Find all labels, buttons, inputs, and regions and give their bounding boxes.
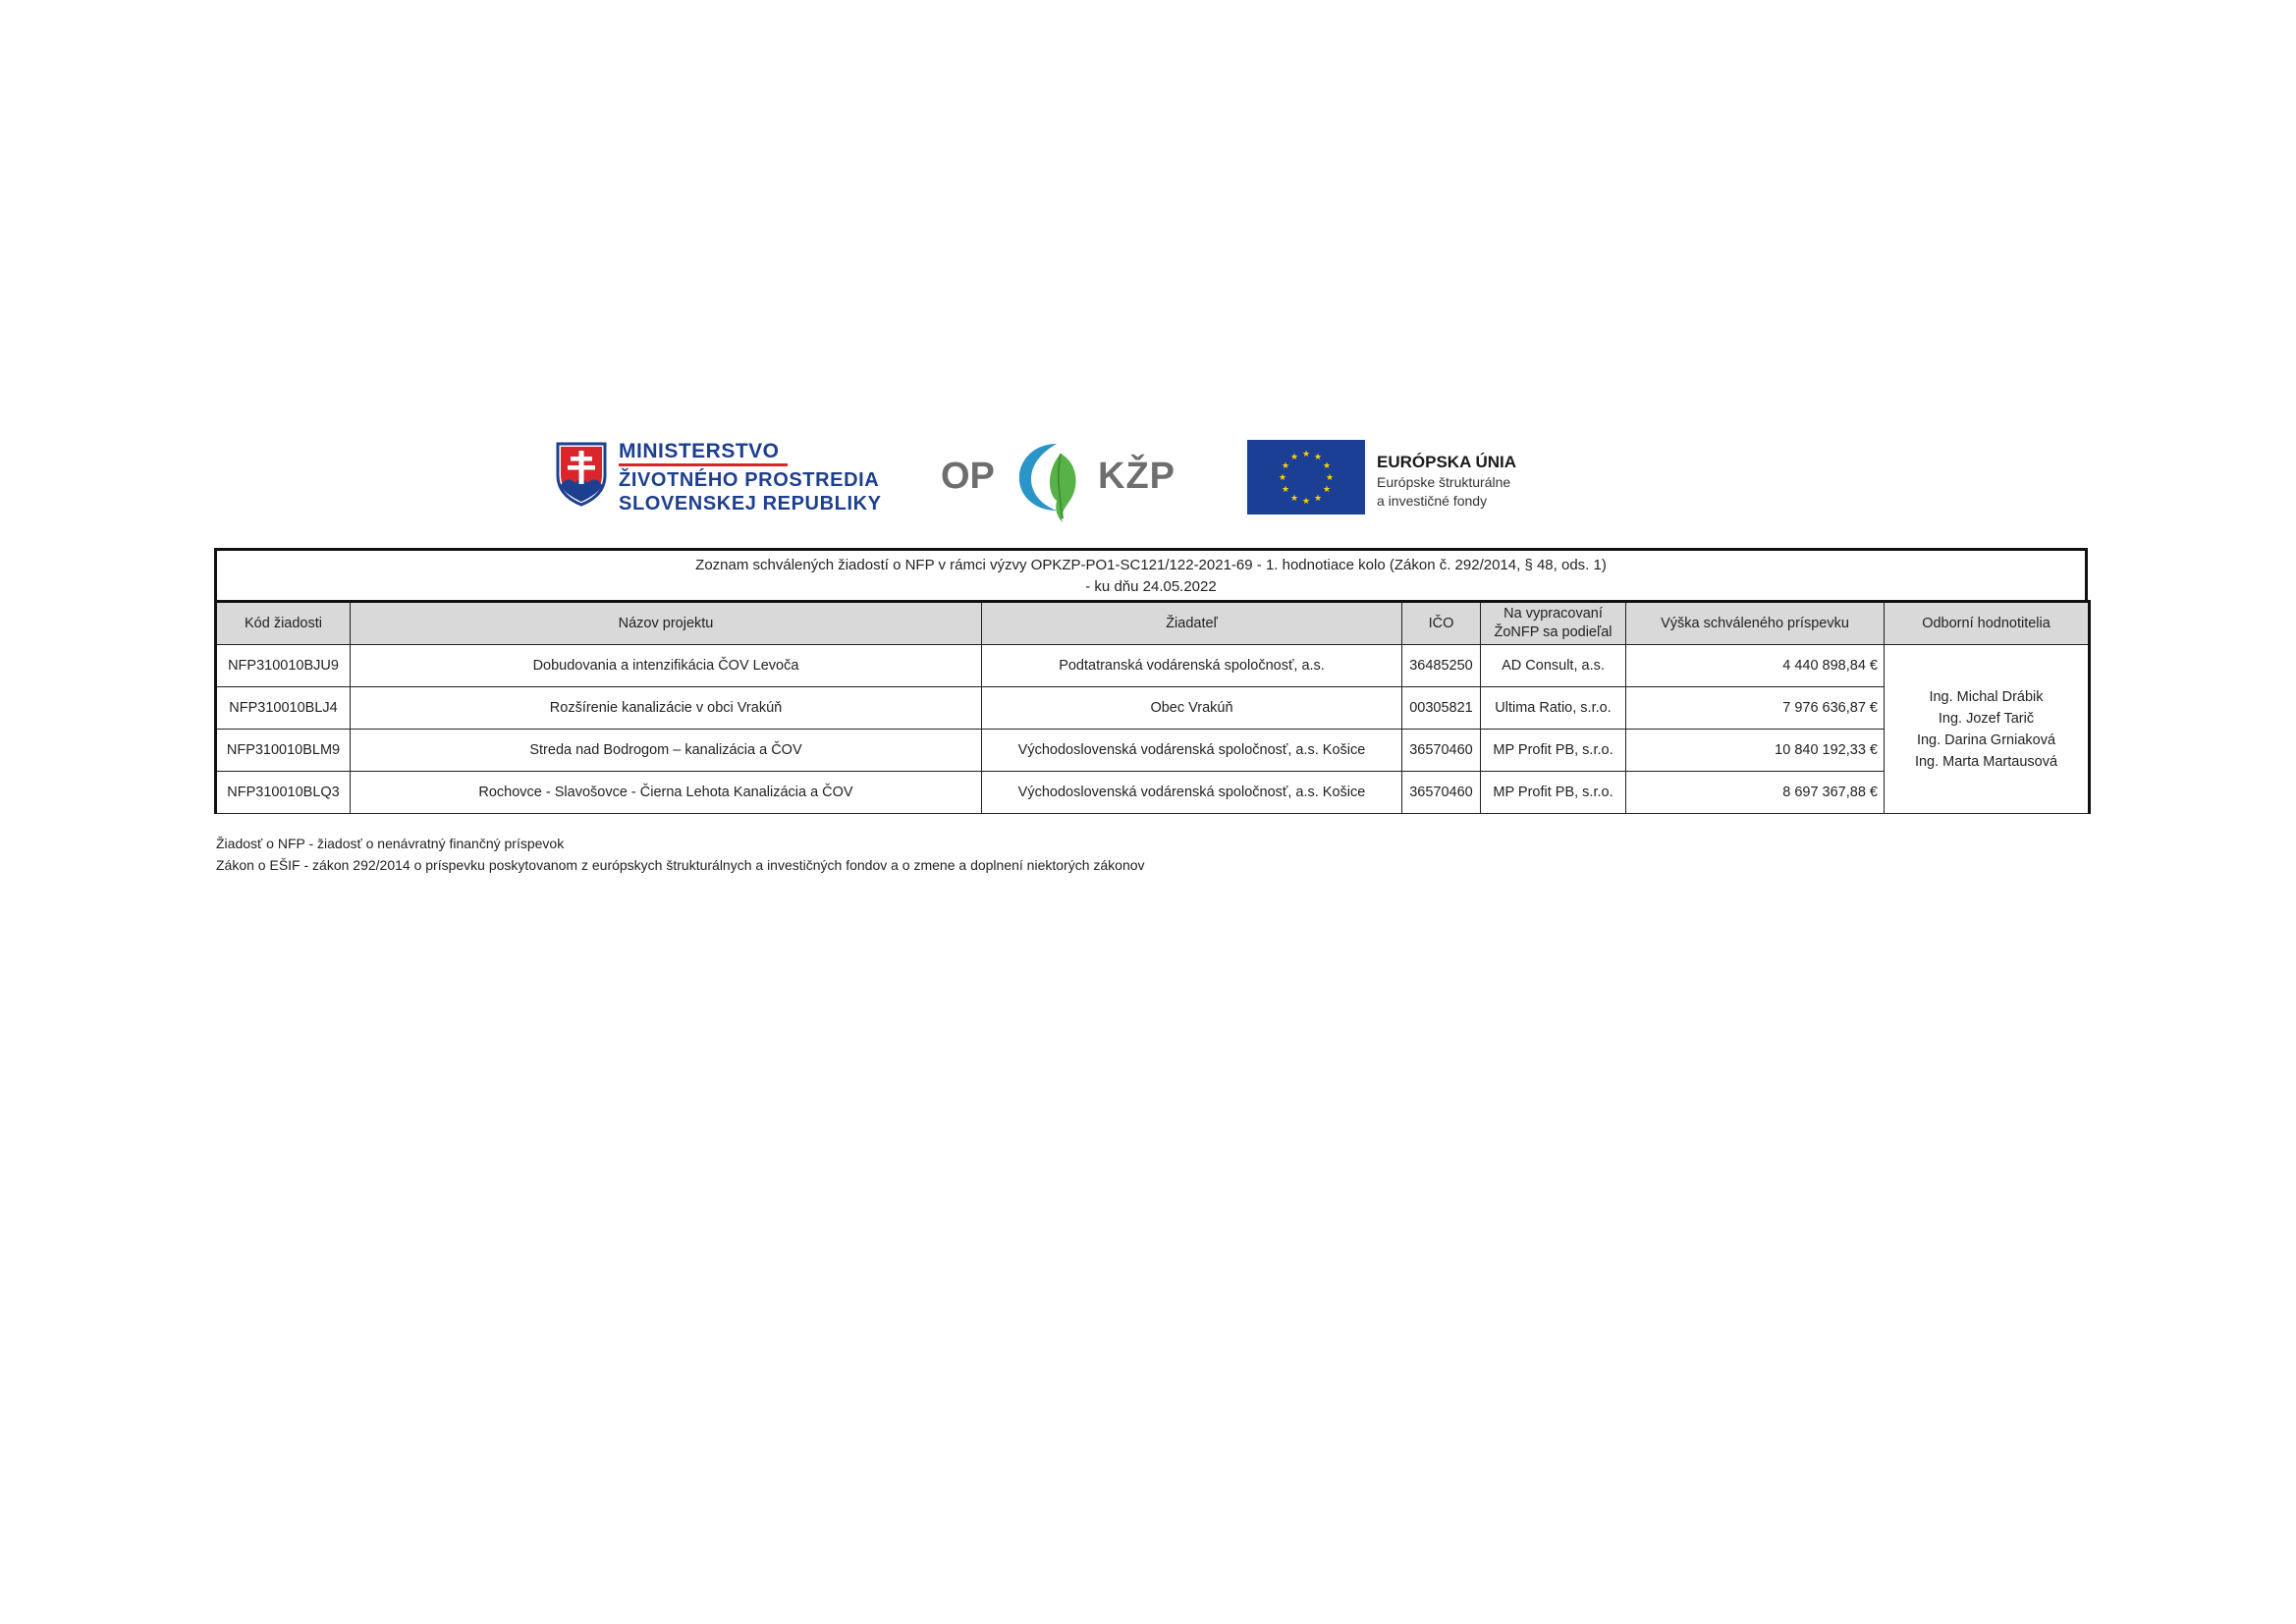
svg-text:★: ★ [1289, 494, 1299, 504]
table-title [214, 548, 2088, 600]
eu-logo [1247, 440, 1542, 518]
evaluator-4: Ing. Marta Martausová [1914, 753, 2058, 770]
opkzp-logo-kzp: KŽP [1098, 456, 1175, 497]
eu-logo-line3: a investičné fondy [1377, 493, 1488, 509]
header-code: Kód žiadosti [216, 602, 351, 645]
svg-text:★: ★ [1313, 494, 1323, 504]
svg-text:★: ★ [1325, 473, 1335, 483]
header-project: Názov projektu [351, 602, 982, 645]
cell-amount: 8 697 367,88 € [1626, 772, 1885, 814]
cell-prepared-by: MP Profit PB, s.r.o. [1481, 730, 1626, 772]
cell-prepared-by: MP Profit PB, s.r.o. [1481, 772, 1626, 814]
cell-amount: 7 976 636,87 € [1626, 687, 1885, 730]
data-table [214, 600, 2091, 814]
cell-ico: 36570460 [1402, 730, 1481, 772]
slovak-coat-of-arms-icon [556, 442, 607, 507]
evaluator-2: Ing. Jozef Tarič [1938, 710, 2035, 727]
cell-code: NFP310010BLQ3 [216, 772, 351, 814]
header-amount: Výška schváleného príspevku [1626, 602, 1885, 645]
header-prepared-by-line2: ŽoNFP sa podieľal [1494, 624, 1613, 640]
header-evaluators: Odborní hodnotitelia [1885, 602, 2090, 645]
cell-amount: 4 440 898,84 € [1626, 645, 1885, 687]
svg-text:★: ★ [1322, 461, 1332, 471]
cell-project: Streda nad Bodrogom – kanalizácia a ČOV [351, 730, 982, 772]
table-title-line2: - ku dňu 24.05.2022 [1085, 578, 1217, 595]
header-prepared-by [1481, 602, 1626, 645]
table-title-line1: Zoznam schválených žiadostí o NFP v rámci výzvy OPKZP-PO1-SC121/122-2021-69 - 1. hodnotiace kolo (Zákon č. 292/2014, § 48, ods. 1) [695, 557, 1607, 573]
opkzp-logo-op: OP [941, 456, 995, 497]
cell-code: NFP310010BLM9 [216, 730, 351, 772]
cell-ico: 36570460 [1402, 772, 1481, 814]
logo-bar [0, 432, 2296, 530]
svg-text:★: ★ [1281, 461, 1290, 471]
ministry-logo-line1: MINISTERSTVO [619, 440, 788, 466]
cell-applicant: Podtatranská vodárenská spoločnosť, a.s. [982, 645, 1402, 687]
cell-evaluators [1885, 645, 2090, 814]
footnote-nfp: Žiadosť o NFP - žiadosť o nenávratný finančný príspevok [216, 836, 565, 851]
table-row [216, 772, 2090, 814]
footnotes [216, 833, 1145, 876]
cell-applicant: Východoslovenská vodárenská spoločnosť, a.s. Košice [982, 730, 1402, 772]
cell-project: Dobudovania a intenzifikácia ČOV Levoča [351, 645, 982, 687]
leaf-icon [1011, 440, 1090, 522]
eu-logo-line1: EURÓPSKA ÚNIA [1377, 453, 1516, 471]
evaluator-1: Ing. Michal Drábik [1929, 688, 2044, 705]
opkzp-logo [941, 440, 1186, 518]
footnote-esif: Zákon o EŠIF - zákon 292/2014 o príspevku poskytovanom z európskych štrukturálnych a investičných fondov a o zmene a doplnení niektorých zákonov [216, 857, 1145, 873]
svg-text:★: ★ [1313, 453, 1323, 462]
approved-applications-table [214, 548, 2088, 814]
header-prepared-by-line1: Na vypracovaní [1503, 606, 1603, 622]
ministry-logo-line3: SLOVENSKEJ REPUBLIKY [619, 493, 882, 514]
table-row [216, 730, 2090, 772]
cell-applicant: Obec Vrakúň [982, 687, 1402, 730]
svg-text:★: ★ [1278, 473, 1287, 483]
cell-amount: 10 840 192,33 € [1626, 730, 1885, 772]
evaluator-3: Ing. Darina Grniaková [1916, 731, 2056, 748]
cell-code: NFP310010BJU9 [216, 645, 351, 687]
svg-text:★: ★ [1301, 497, 1311, 507]
cell-prepared-by: AD Consult, a.s. [1481, 645, 1626, 687]
svg-text:★: ★ [1322, 485, 1332, 495]
cell-project: Rozšírenie kanalizácie v obci Vrakúň [351, 687, 982, 730]
cell-project: Rochovce - Slavošovce - Čierna Lehota Kanalizácia a ČOV [351, 772, 982, 814]
table-row [216, 645, 2090, 687]
cell-applicant: Východoslovenská vodárenská spoločnosť, a.s. Košice [982, 772, 1402, 814]
eu-logo-line2: Európske štrukturálne [1377, 474, 1511, 490]
cell-code: NFP310010BLJ4 [216, 687, 351, 730]
header-ico: IČO [1402, 602, 1481, 645]
ministry-logo-line2: ŽIVOTNÉHO PROSTREDIA [619, 469, 880, 491]
ministry-logo [556, 432, 890, 520]
cell-prepared-by: Ultima Ratio, s.r.o. [1481, 687, 1626, 730]
cell-ico: 36485250 [1402, 645, 1481, 687]
table-row [216, 687, 2090, 730]
cell-ico: 00305821 [1402, 687, 1481, 730]
svg-text:★: ★ [1301, 450, 1311, 460]
svg-text:★: ★ [1281, 485, 1290, 495]
eu-flag-icon [1247, 440, 1365, 514]
svg-text:★: ★ [1289, 453, 1299, 462]
table-header-row [216, 602, 2090, 645]
header-applicant: Žiadateľ [982, 602, 1402, 645]
